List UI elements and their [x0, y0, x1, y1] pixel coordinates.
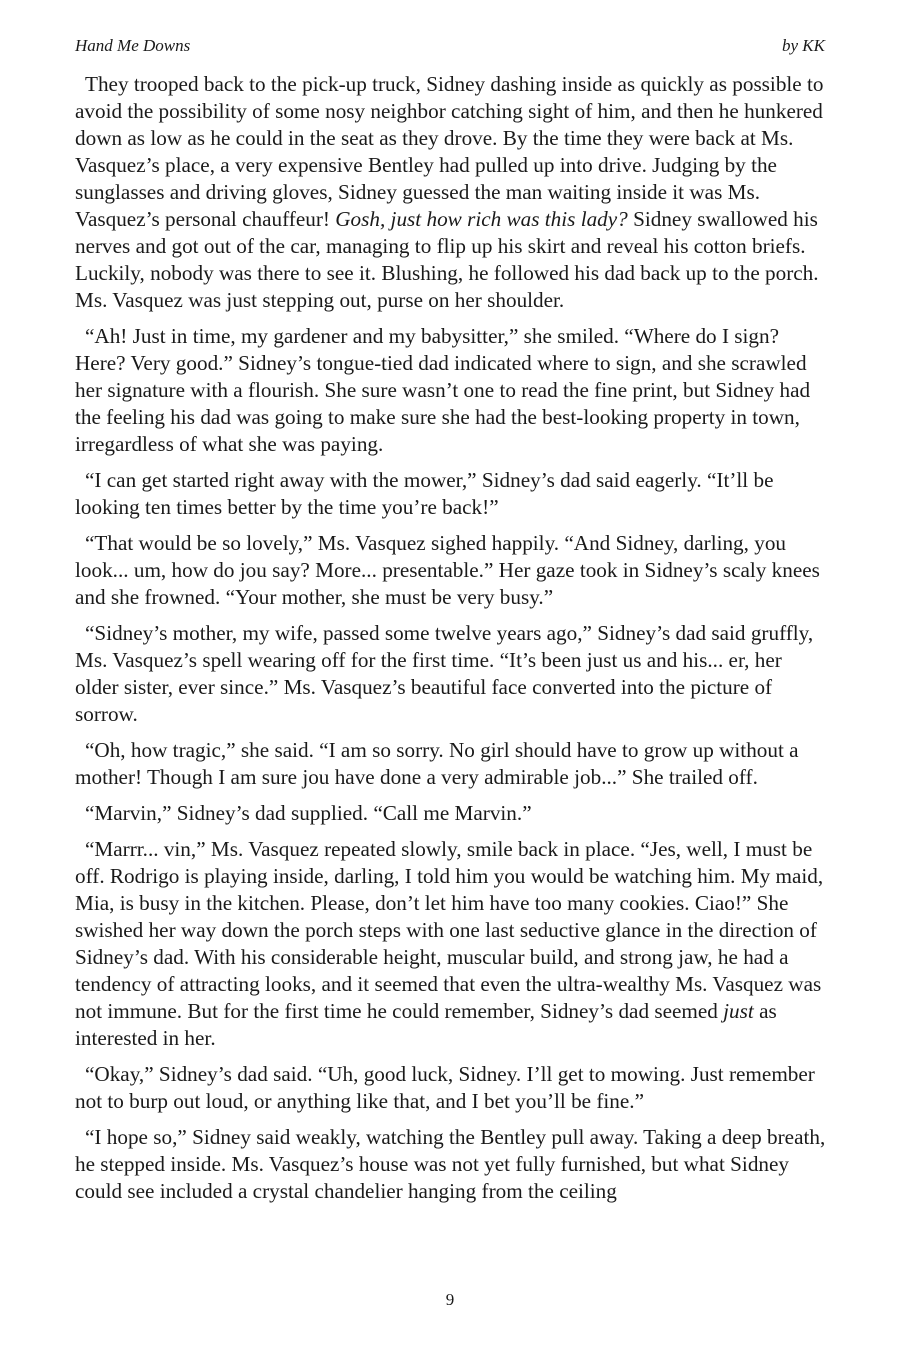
- paragraph-5: [75, 620, 827, 728]
- paragraph-10: [75, 1124, 827, 1205]
- paragraph-4: [75, 530, 827, 611]
- text-run: “Okay,” Sidney’s dad said. “Uh, good luck, Sidney. I’ll get to mowing. Just remember not to burp out loud, or anything like that, and I bet you’ll be fine.”: [75, 1062, 815, 1113]
- paragraph-3: [75, 467, 827, 521]
- text-run: “Sidney’s mother, my wife, passed some twelve years ago,” Sidney’s dad said gruffly, Ms. Vasquez’s spell wearing off for the first time. “It’s been just us and his... er, her older sister, ever since.” Ms. Vasquez’s beautiful face converted into the picture of sorrow.: [75, 621, 814, 726]
- text-run: They trooped back to the pick-up truck, Sidney dashing inside as quickly as possible to avoid the possibility of some nosy neighbor catching sight of him, and then he hunkered down as low as he could in the seat as they drove. By the time they were back at Ms. Vasquez’s place, a very expensive Bentley had pulled up into drive. Judging by the sunglasses and driving gloves, Sidney guessed the man waiting inside it was Ms. Vasquez’s personal chauffeur!: [75, 72, 824, 231]
- running-header: [75, 36, 825, 56]
- paragraph-6: [75, 737, 827, 791]
- text-run: Sidney swallowed his nerves and got out of the car, managing to flip up his skirt and reveal his cotton briefs. Luckily, nobody was there to see it. Blushing, he followed his dad back up to the porch. Ms. Vasquez was just stepping out, purse on her shoulder.: [75, 207, 819, 312]
- text-run: as interested in her.: [75, 999, 777, 1050]
- text-run: “I can get started right away with the mower,” Sidney’s dad said eagerly. “It’ll be looking ten times better by the time you’re back!”: [75, 468, 774, 519]
- body-text: [75, 71, 827, 1214]
- page-number: 9: [445, 1290, 455, 1309]
- italic-text-run: just: [723, 999, 754, 1023]
- text-run: “Oh, how tragic,” she said. “I am so sorry. No girl should have to grow up without a mother! Though I am sure jou have done a very admirable job...” She trailed off.: [75, 738, 799, 789]
- book-title: Hand Me Downs: [75, 36, 191, 55]
- paragraph-8: [75, 836, 827, 1052]
- text-run: “Marvin,” Sidney’s dad supplied. “Call me Marvin.”: [85, 801, 532, 825]
- text-run: “Marrr... vin,” Ms. Vasquez repeated slowly, smile back in place. “Jes, well, I must be off. Rodrigo is playing inside, darling, I told him you would be watching him. My maid, Mia, is busy in the kitchen. Please, don’t let him have too many cookies. Ciao!” She swished her way down the porch steps with one last seductive glance in the direction of Sidney’s dad. With his considerable height, muscular build, and strong jaw, he had a tendency of attracting looks, and it seemed that even the ultra-wealthy Ms. Vasquez was not immune. But for the first time he could remember, Sidney’s dad seemed: [75, 837, 824, 1023]
- author-credit: by KK: [782, 36, 825, 55]
- text-run: “That would be so lovely,” Ms. Vasquez sighed happily. “And Sidney, darling, you look... um, how do jou say? More... presentable.” Her gaze took in Sidney’s scaly knees and she frowned. “Your mother, she must be very busy.”: [75, 531, 820, 609]
- paragraph-9: [75, 1061, 827, 1115]
- paragraph-7: [75, 800, 827, 827]
- text-run: “Ah! Just in time, my gardener and my babysitter,” she smiled. “Where do I sign? Here? Very good.” Sidney’s tongue-tied dad indicated where to sign, and she scrawled her signature with a flourish. She sure wasn’t one to read the fine print, but Sidney had the feeling his dad was going to make sure she had the best-looking property in town, irregardless of what she was paying.: [75, 324, 811, 456]
- paragraph-2: [75, 323, 827, 458]
- paragraph-1: [75, 71, 827, 314]
- text-run: “I hope so,” Sidney said weakly, watching the Bentley pull away. Taking a deep breath, he stepped inside. Ms. Vasquez’s house was not yet fully furnished, but what Sidney could see included a crystal chandelier hanging from the ceiling: [75, 1125, 826, 1203]
- italic-text-run: Gosh, just how rich was this lady?: [335, 207, 628, 231]
